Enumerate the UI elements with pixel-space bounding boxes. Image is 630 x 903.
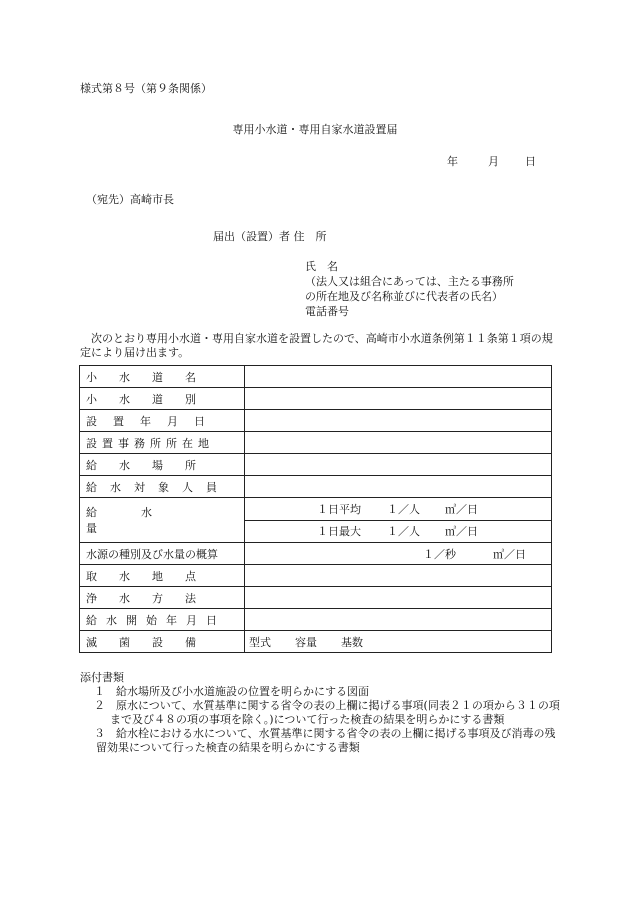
daily-maximum-per: １／人: [387, 525, 420, 539]
value-daily-average[interactable]: [245, 498, 552, 521]
table-row: [80, 432, 552, 454]
table-row: [80, 609, 552, 631]
label-office-location: 設置事務所所在地: [80, 432, 245, 454]
form-code: 様式第８号（第９条関係）: [80, 82, 212, 95]
phone-label: 電話番号: [305, 305, 349, 318]
value-daily-maximum[interactable]: [245, 520, 552, 543]
table-row: [80, 498, 552, 521]
table-row: [80, 366, 552, 388]
value-install-date[interactable]: [245, 410, 552, 432]
table-row: [80, 388, 552, 410]
label-intake-point: 取水地点: [80, 565, 245, 587]
water-source-unit: ㎥／日: [493, 547, 526, 561]
label-supply-volume: 給水量: [80, 498, 245, 543]
label-water-source: 水源の種別及び水量の概算: [80, 543, 245, 565]
table-row: [80, 631, 552, 653]
daily-maximum-unit: ㎥／日: [445, 525, 478, 539]
label-water-supply-name: 小水道名: [80, 366, 245, 388]
notifier-address-row: [213, 230, 327, 244]
value-supply-place[interactable]: [245, 454, 552, 476]
notifier-label: 届出（設置）者: [213, 230, 290, 243]
label-purification-method: 浄水方法: [80, 587, 245, 609]
addressee: （宛先）高崎市長: [86, 193, 174, 206]
name-note-line2: の所在地及び名称並びに代表者の氏名）: [305, 290, 503, 303]
value-purification-method[interactable]: [245, 587, 552, 609]
value-water-supply-type[interactable]: [245, 388, 552, 410]
attachment-item-2: ２ 原水について、水質基準に関する省令の表の上欄に掲げる事項(同表２１の項から３１の項まで及び４８の項の事項を除く。)について行った検査の結果を明らかにする書類: [94, 699, 560, 726]
name-label: 氏 名: [305, 260, 338, 273]
date-line: [447, 155, 536, 169]
sterilization-type: 型式: [249, 635, 271, 649]
body-text: 次のとおり専用小水道・専用自家水道を設置したので、高崎市小水道条例第１１条第１項の規定により届け出ます。: [80, 332, 553, 359]
daily-maximum-label: １日最大: [317, 525, 361, 539]
name-note-line1: （法人又は組合にあっては、主たる事務所: [305, 275, 514, 288]
daily-average-unit: ㎥／日: [445, 502, 478, 516]
label-supply-start-date: 給水開始年月日: [80, 609, 245, 631]
label-supply-place: 給水場所: [80, 454, 245, 476]
attachment-item-1: １ 給水場所及び小水道施設の位置を明らかにする図面: [94, 685, 369, 698]
value-supply-population[interactable]: [245, 476, 552, 498]
name-block: [305, 259, 514, 319]
table-row: [80, 565, 552, 587]
address-label: 住 所: [293, 230, 327, 243]
date-year: 年: [447, 155, 458, 168]
label-water-supply-type: 小水道別: [80, 388, 245, 410]
date-month: 月: [488, 155, 499, 168]
daily-average-per: １／人: [387, 502, 420, 516]
value-water-source[interactable]: [245, 543, 552, 565]
document-title: 専用小水道・専用自家水道設置届: [232, 123, 398, 136]
attachment-item-3: ３ 給水栓における水について、水質基準に関する省令の表の上欄に掲げる事項及び消毒の残留効果について行った検査の結果を明らかにする書類: [94, 727, 556, 754]
table-row: [80, 587, 552, 609]
value-office-location[interactable]: [245, 432, 552, 454]
table-row: [80, 454, 552, 476]
label-supply-population: 給水対象人員: [80, 476, 245, 498]
table-row: [80, 476, 552, 498]
daily-average-label: １日平均: [317, 502, 361, 516]
table-row: [80, 410, 552, 432]
label-install-date: 設置年月日: [80, 410, 245, 432]
value-intake-point[interactable]: [245, 565, 552, 587]
sterilization-count: 基数: [341, 635, 363, 649]
value-supply-start-date[interactable]: [245, 609, 552, 631]
value-sterilization-equipment[interactable]: [245, 631, 552, 653]
form-table: [79, 365, 552, 653]
label-sterilization-equipment: 滅菌設備: [80, 631, 245, 653]
sterilization-capacity: 容量: [295, 635, 317, 649]
date-day: 日: [525, 155, 536, 168]
table-row: [80, 543, 552, 565]
attachments: [80, 671, 560, 755]
attachments-heading: 添付書類: [80, 671, 124, 684]
water-source-per: １／秒: [423, 547, 456, 561]
value-water-supply-name[interactable]: [245, 366, 552, 388]
